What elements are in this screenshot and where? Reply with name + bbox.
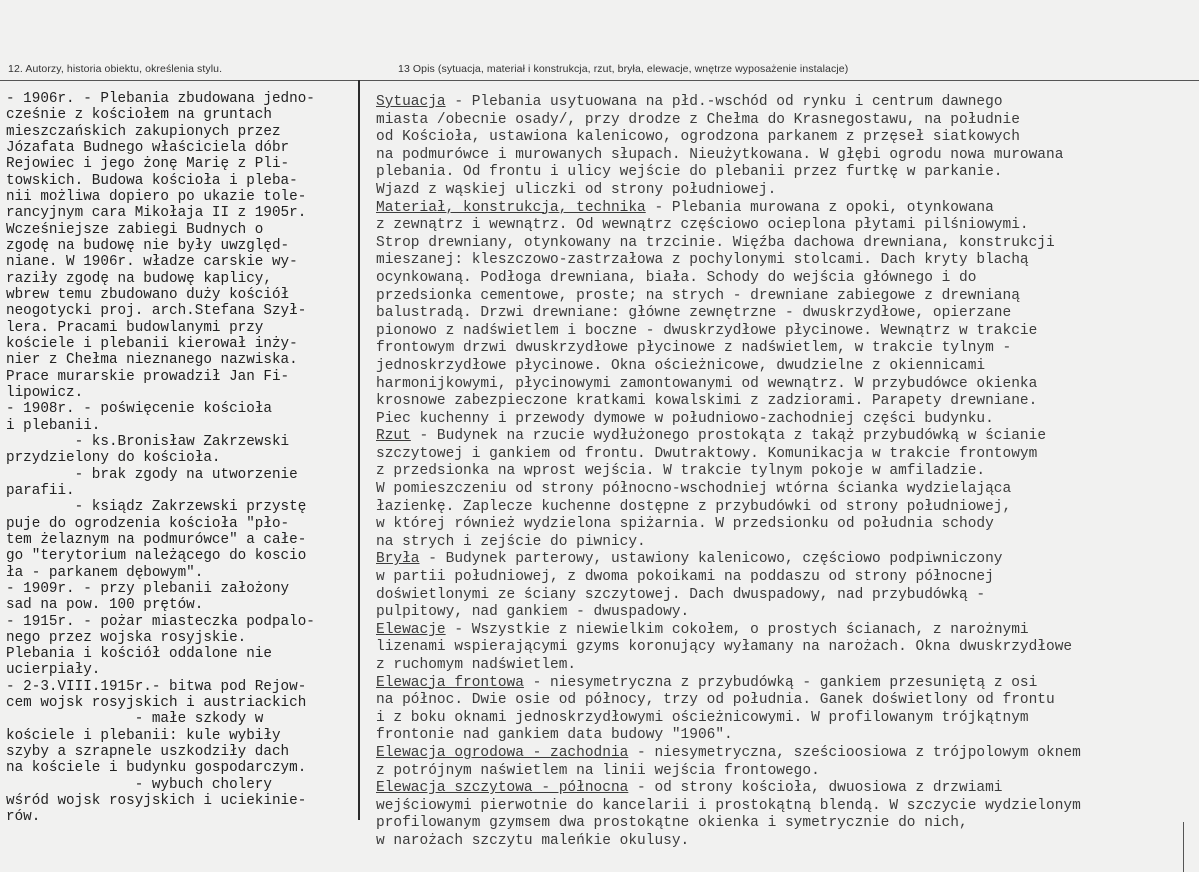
history-line: cześnie z kościołem na gruntach <box>6 107 272 124</box>
history-line: raziły zgodę na budowę kaplicy, <box>6 270 272 287</box>
description-text: z zewnątrz i wewnątrz. Od wewnątrz częściowo ocieplona płytami pilśniowymi. <box>376 217 1029 234</box>
description-line <box>376 94 1181 112</box>
history-line: rancyjnym cara Mikołaja II z 1905r. <box>6 205 307 222</box>
description-line <box>376 587 1181 605</box>
history-line: lipowicz. <box>6 384 84 401</box>
description-line <box>376 551 1181 569</box>
history-line: Józafata Budnego właściciela dóbr <box>6 139 290 156</box>
section-label: Elewacje <box>376 621 446 638</box>
description-line <box>376 763 1181 781</box>
description-line <box>376 692 1181 710</box>
description-line <box>376 604 1181 622</box>
description-text: mieszanej: kleszczowo-zastrzałowa z pochylonymi stolcami. Dach kryty blachą <box>376 252 1029 269</box>
history-line: - 1906r. - Plebania zbudowana jedno- <box>6 91 315 107</box>
description-line <box>376 639 1181 657</box>
history-line: kościele i plebanii: kule wybiły <box>6 727 281 744</box>
history-line: - ks.Bronisław Zakrzewski <box>6 433 290 450</box>
description-text: - Budynek parterowy, ustawiony kalenicowo, częściowo podpiwniczony <box>419 551 1003 568</box>
description-text: pionowo z nadświetlem i boczne - dwuskrzydłowe płycinowe. Wewnątrz w trakcie <box>376 322 1038 339</box>
description-line <box>376 463 1181 481</box>
description-line <box>376 780 1181 798</box>
history-line: go "terytorium należącego do koscio <box>6 548 307 565</box>
description-line <box>376 569 1181 587</box>
history-line: ucierpiały. <box>6 662 101 679</box>
history-line: przydzielony do kościoła. <box>6 450 221 467</box>
description-line <box>376 288 1181 306</box>
description-line <box>376 217 1181 235</box>
description-text: - Budynek na rzucie wydłużonego prostokąta z takąż przybudówką w ścianie <box>410 428 1047 445</box>
history-line: rów. <box>6 809 41 826</box>
history-line: neogotycki proj. arch.Stefana Szył- <box>6 303 307 320</box>
description-text: z potrójnym naświetlem na linii wejścia frontowego. <box>376 762 820 779</box>
description-line <box>376 710 1181 728</box>
description-text: - Wszystkie z niewielkim cokołem, o prostych ścianach, z narożnymi <box>445 621 1029 638</box>
description-line <box>376 727 1181 745</box>
history-line: wbrew temu zbudowano duży kościół <box>6 286 290 303</box>
history-line: towskich. Budowa kościoła i pleba- <box>6 172 298 189</box>
description-line <box>376 481 1181 499</box>
description-text: przedsionka cementowe, proste; na strych - drewniane zabiegowe z drewnianą <box>376 287 1020 304</box>
bottom-right-rule <box>1183 822 1184 872</box>
description-text: i z boku oknami jednoskrzydłowymi ościeżnicowymi. W profilowanym trójkątnym <box>376 709 1029 726</box>
history-line: parafii. <box>6 482 75 499</box>
description-text: W pomieszczeniu od strony północno-wschodniej wtórna ścianka wydzielająca <box>376 481 1012 498</box>
description-text: pulpitowy, nad gankiem - dwuspadowy. <box>376 604 690 621</box>
description-text: balustradą. Drzwi drewniane: główne zewnętrzne - dwuskrzydłowe, opierzane <box>376 305 1012 322</box>
history-line: - małe szkody w <box>6 711 264 728</box>
description-text: szczytowej i gankiem od frontu. Dwutraktowy. Komunikacja w trakcie frontowym <box>376 445 1038 462</box>
description-line <box>376 428 1181 446</box>
history-line: - 1908r. - poświęcenie kościoła <box>6 401 272 418</box>
description-text: - Plebania murowana z opoki, otynkowana <box>645 199 994 216</box>
description-line <box>376 622 1181 640</box>
description-text: plebania. Od frontu i ulicy wejście do plebanii przez furtkę w parkanie. <box>376 164 1003 181</box>
history-line: zgodę na budowę nie były uwzględ- <box>6 237 290 254</box>
description-line <box>376 446 1181 464</box>
description-text: na północ. Dwie osie od północy, trzy od południa. Ganek doświetlony od frontu <box>376 692 1055 709</box>
description-text: od Kościoła, ustawiona kalenicowo, ogrodzona parkanem z przęseł siatkowych <box>376 129 1020 146</box>
description-text: frontowym drzwi dwuskrzydłowe płycinowe z nadświetlem, w trakcie tylnym - <box>376 340 1012 357</box>
description-line <box>376 252 1181 270</box>
section-label: Bryła <box>376 551 420 568</box>
history-line: - wybuch cholery <box>6 776 272 793</box>
section-label: Elewacja frontowa <box>376 674 524 691</box>
history-line: szyby a szrapnele uszkodziły dach <box>6 744 290 761</box>
history-line: - brak zgody na utworzenie <box>6 466 298 483</box>
section-13-heading: 13 Opis (sytuacja, materiał i konstrukcja, rzut, bryła, elewacje, wnętrze wyposażenie instalacje) <box>398 63 849 75</box>
description-column <box>376 94 1181 851</box>
description-line <box>376 358 1181 376</box>
description-line <box>376 516 1181 534</box>
description-text: - niesymetryczna z przybudówką - gankiem przesuniętą z osi <box>523 674 1038 691</box>
description-text: harmonijkowymi, płycinowymi zamontowanymi od wewnątrz. W przybudówce okienka <box>376 375 1038 392</box>
history-line: - ksiądz Zakrzewski przystę <box>6 499 307 516</box>
description-line <box>376 833 1181 851</box>
description-text: wejściowymi pierwotnie do kancelarii i prostokątną blendą. W szczycie wydzielonym <box>376 797 1081 814</box>
description-text: lizenami wspierającymi gzyms koronujący wyłamany na narożach. Okna dwuskrzydłowe <box>376 639 1073 656</box>
description-text: Wjazd z wąskiej uliczki od strony południowej. <box>376 181 777 198</box>
history-line: tem żelaznym na podmurówce" a całe- <box>6 531 307 548</box>
history-line: lera. Pracami budowlanymi przy <box>6 319 264 336</box>
description-text: w narożach szczytu maleńkie okulusy. <box>376 832 690 849</box>
description-text: jednoskrzydłowe płycinowe. Okna ościeżnicowe, dwudzielne z okiennicami <box>376 357 986 374</box>
description-text: z przedsionka na wprost wejścia. W trakcie tylnym pokoje w amfiladzie. <box>376 463 986 480</box>
history-line: mieszczańskich zakupionych przez <box>6 123 281 140</box>
description-line <box>376 815 1181 833</box>
description-line <box>376 657 1181 675</box>
history-line: nego przez wojska rosyjskie. <box>6 629 247 646</box>
description-text: ocynkowaną. Podłoga drewniana, biała. Schody do wejścia głównego i do <box>376 269 977 286</box>
description-line <box>376 164 1181 182</box>
description-line <box>376 376 1181 394</box>
description-line <box>376 534 1181 552</box>
history-line: Rejowiec i jego żonę Marię z Pli- <box>6 156 290 173</box>
description-text: na strych i zejście do piwnicy. <box>376 533 646 550</box>
header-divider <box>0 80 1199 81</box>
section-label: Sytuacja <box>376 94 446 110</box>
history-line: Prace murarskie prowadził Jan Fi- <box>6 368 290 385</box>
history-line: kościele i plebanii kierował inży- <box>6 335 298 352</box>
description-text: łazienkę. Zaplecze kuchenne dostępne z przybudówki od strony południowej, <box>376 498 1012 515</box>
history-line: Plebania i kościół oddalone nie <box>6 646 272 663</box>
description-text: na podmurówce i murowanych słupach. Nieużytkowana. W głębi ogrodu nowa murowana <box>376 146 1064 163</box>
section-label: Elewacja ogrodowa - zachodnia <box>376 744 629 761</box>
column-divider <box>358 80 360 820</box>
description-text: krosnowe zabezpieczone kratkami kowalskimi z zadziorami. Parapety drewniane. <box>376 393 1038 410</box>
history-line: - 2-3.VIII.1915r.- bitwa pod Rejow- <box>6 678 307 695</box>
description-line <box>376 323 1181 341</box>
description-line <box>376 393 1181 411</box>
description-text: - Plebania usytuowana na płd.-wschód od rynku i centrum dawnego <box>445 94 1003 110</box>
history-line: i plebanii. <box>6 417 101 434</box>
description-line <box>376 235 1181 253</box>
history-line: na kościele i budynku gospodarczym. <box>6 760 307 777</box>
description-text: doświetlonymi ze ściany szczytowej. Dach dwuspadowy, nad przybudówką - <box>376 586 986 603</box>
description-text: z ruchomym nadświetlem. <box>376 657 577 673</box>
description-text: - niesymetryczna, sześcioosiowa z trójpolowym oknem <box>628 744 1081 761</box>
history-line: wśród wojsk rosyjskich i uciekinie- <box>6 793 307 810</box>
history-line: puje do ogrodzenia kościoła "pło- <box>6 515 290 532</box>
description-line <box>376 745 1181 763</box>
description-text: frontonie nad gankiem data budowy "1906". <box>376 727 733 744</box>
history-line: - 1915r. - pożar miasteczka podpalo- <box>6 613 315 630</box>
history-line: cem wojsk rosyjskich i austriackich <box>6 695 307 712</box>
history-line: niane. W 1906r. władze carskie wy- <box>6 254 298 271</box>
description-line <box>376 411 1181 429</box>
description-text: profilowanym gzymsem dwa prostokątne okienka i symetrycznie do nich, <box>376 815 968 832</box>
description-line <box>376 340 1181 358</box>
description-text: - od strony kościoła, dwuosiowa z drzwiami <box>628 780 1003 797</box>
description-text: miasta /obecnie osady/, przy drodze z Chełma do Krasnegostawu, na południe <box>376 111 1020 128</box>
description-line <box>376 182 1181 200</box>
history-line: ła - parkanem dębowym". <box>6 564 204 581</box>
history-line: nii możliwa dopiero po ukazie tole- <box>6 188 307 205</box>
section-label: Rzut <box>376 428 411 445</box>
description-line <box>376 112 1181 130</box>
description-text: w której również wydzielona spiżarnia. W przedsionku od południa schody <box>376 516 994 533</box>
description-line <box>376 499 1181 517</box>
history-line: nier z Chełma nieznanego nazwiska. <box>6 352 298 369</box>
history-line: sad na pow. 100 prętów. <box>6 597 204 614</box>
description-text: Strop drewniany, otynkowany na trzcinie. Więźba dachowa drewniana, konstrukcji <box>376 234 1055 251</box>
description-line <box>376 798 1181 816</box>
section-label: Materiał, konstrukcja, technika <box>376 199 646 216</box>
description-text: w partii południowej, z dwoma pokoikami na poddaszu od strony północnej <box>376 569 994 586</box>
history-column <box>6 91 356 826</box>
description-line <box>376 129 1181 147</box>
description-line <box>376 305 1181 323</box>
section-12-heading: 12. Autorzy, historia obiektu, określenia stylu. <box>8 63 223 75</box>
history-line: - 1909r. - przy plebanii założony <box>6 580 290 597</box>
description-line <box>376 200 1181 218</box>
description-text: Piec kuchenny i przewody dymowe w południowo-zachodniej części budynku. <box>376 410 994 427</box>
description-line <box>376 147 1181 165</box>
description-line <box>376 675 1181 693</box>
section-label: Elewacja szczytowa - północna <box>376 780 629 797</box>
history-line: Wcześniejsze zabiegi Budnych o <box>6 221 264 238</box>
description-line <box>376 270 1181 288</box>
